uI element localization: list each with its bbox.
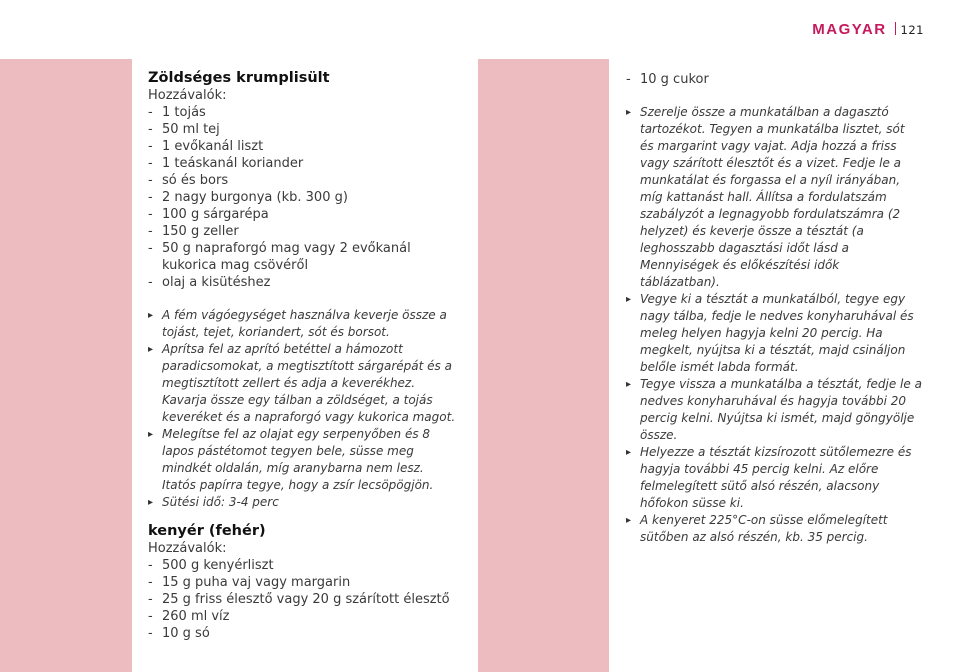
ingredients-label: Hozzávalók: xyxy=(148,88,227,103)
page-number: 121 xyxy=(900,23,924,37)
ingredient-item: - 1 tojás xyxy=(148,104,458,121)
ingredients-label: Hozzávalók: xyxy=(148,541,227,556)
ingredient-item: - 150 g zeller xyxy=(148,223,458,240)
right-column xyxy=(626,71,922,546)
ingredient-item: - 100 g sárgarépa xyxy=(148,206,458,223)
ingredient-item: - 500 g kenyérliszt xyxy=(148,557,458,574)
ingredient-item: - 2 nagy burgonya (kb. 300 g) xyxy=(148,189,458,206)
step-item: ▸ A fém vágóegységet használva keverje össze a tojást, tejet, koriandert, sót és borsot. xyxy=(148,307,458,341)
step-list xyxy=(148,307,458,511)
header-divider xyxy=(895,22,896,35)
step-item: ▸ A kenyeret 225°C-on süsse előmelegített sütőben az alsó részén, kb. 35 percig. xyxy=(626,512,922,546)
step-item: ▸ Tegye vissza a munkatálba a tésztát, fedje le a nedves konyharuhával és hagyja további 20 percig kelni. Nyújtsa ki ismét, majd göngyölje össze. xyxy=(626,376,922,444)
spacer xyxy=(626,88,922,104)
ingredient-list xyxy=(148,104,458,291)
ingredient-item: - 260 ml víz xyxy=(148,608,458,625)
ingredient-list xyxy=(626,71,922,88)
ingredient-item: - 10 g só xyxy=(148,625,458,642)
language-label: MAGYAR xyxy=(812,21,887,38)
middle-margin-band xyxy=(478,59,609,672)
step-item: ▸ Sütési idő: 3-4 perc xyxy=(148,494,458,511)
left-column xyxy=(148,70,458,642)
ingredient-item: - 1 evőkanál liszt xyxy=(148,138,458,155)
ingredient-list xyxy=(148,557,458,642)
step-item: ▸ Helyezze a tésztát kizsírozott sütőlemezre és hagyja további 45 percig kelni. Az előre felmelegített sütő alsó részén, alacsony hőfokon süsse ki. xyxy=(626,444,922,512)
ingredient-item: - só és bors xyxy=(148,172,458,189)
recipe-title: Zöldséges krumplisült xyxy=(148,70,330,86)
spacer xyxy=(148,511,458,523)
recipe-title: kenyér (fehér) xyxy=(148,523,266,539)
step-item: ▸ Melegítse fel az olajat egy serpenyőben és 8 lapos pástétomot tegyen bele, süsse meg mindkét oldalán, míg aranybarna nem lesz. Itatós papírra tegye, hogy a zsír lecsöpögjön. xyxy=(148,426,458,494)
ingredient-item: - 25 g friss élesztő vagy 20 g szárított élesztő xyxy=(148,591,458,608)
step-item: ▸ Vegye ki a tésztát a munkatálból, tegye egy nagy tálba, fedje le nedves konyharuhával és meleg helyen hagyja kelni 20 percig. Ha megkelt, nyújtsa ki a tésztát, majd csináljon belőle ismét labda formát. xyxy=(626,291,922,376)
step-list xyxy=(626,104,922,546)
ingredient-item: - 10 g cukor xyxy=(626,71,922,88)
left-margin-band xyxy=(0,59,132,672)
step-item: ▸ Szerelje össze a munkatálban a dagasztó tartozékot. Tegyen a munkatálba lisztet, sót és margarint vagy vajat. Adja hozzá a friss vagy szárított élesztőt és a vizet. Fedje le a munkatálat és forgassa el a nyíl irányában, míg kattanást hall. Állítsa a fordulatszám szabályzót a legnagyobb fordulatszámra (2 helyzet) és keverje össze a tésztát (a leghosszabb dagasztási időt lásd a Mennyiségek és előkészítési idők táblázatban). xyxy=(626,104,922,291)
spacer xyxy=(148,291,458,307)
ingredient-item: - 50 ml tej xyxy=(148,121,458,138)
ingredient-item: - 15 g puha vaj vagy margarin xyxy=(148,574,458,591)
step-item: ▸ Aprítsa fel az aprító betéttel a hámozott paradicsomokat, a megtisztított sárgarépát és a megtisztított zellert és adja a keverékhez. Kavarja össze egy tálban a zöldséget, a tojás keveréket és a napraforgó vagy kukorica magot. xyxy=(148,341,458,426)
page-header xyxy=(812,19,924,38)
ingredient-item: - olaj a kisütéshez xyxy=(148,274,458,291)
ingredient-item: - 50 g napraforgó mag vagy 2 evőkanál kukorica mag csövéről xyxy=(148,240,458,274)
ingredient-item: - 1 teáskanál koriander xyxy=(148,155,458,172)
